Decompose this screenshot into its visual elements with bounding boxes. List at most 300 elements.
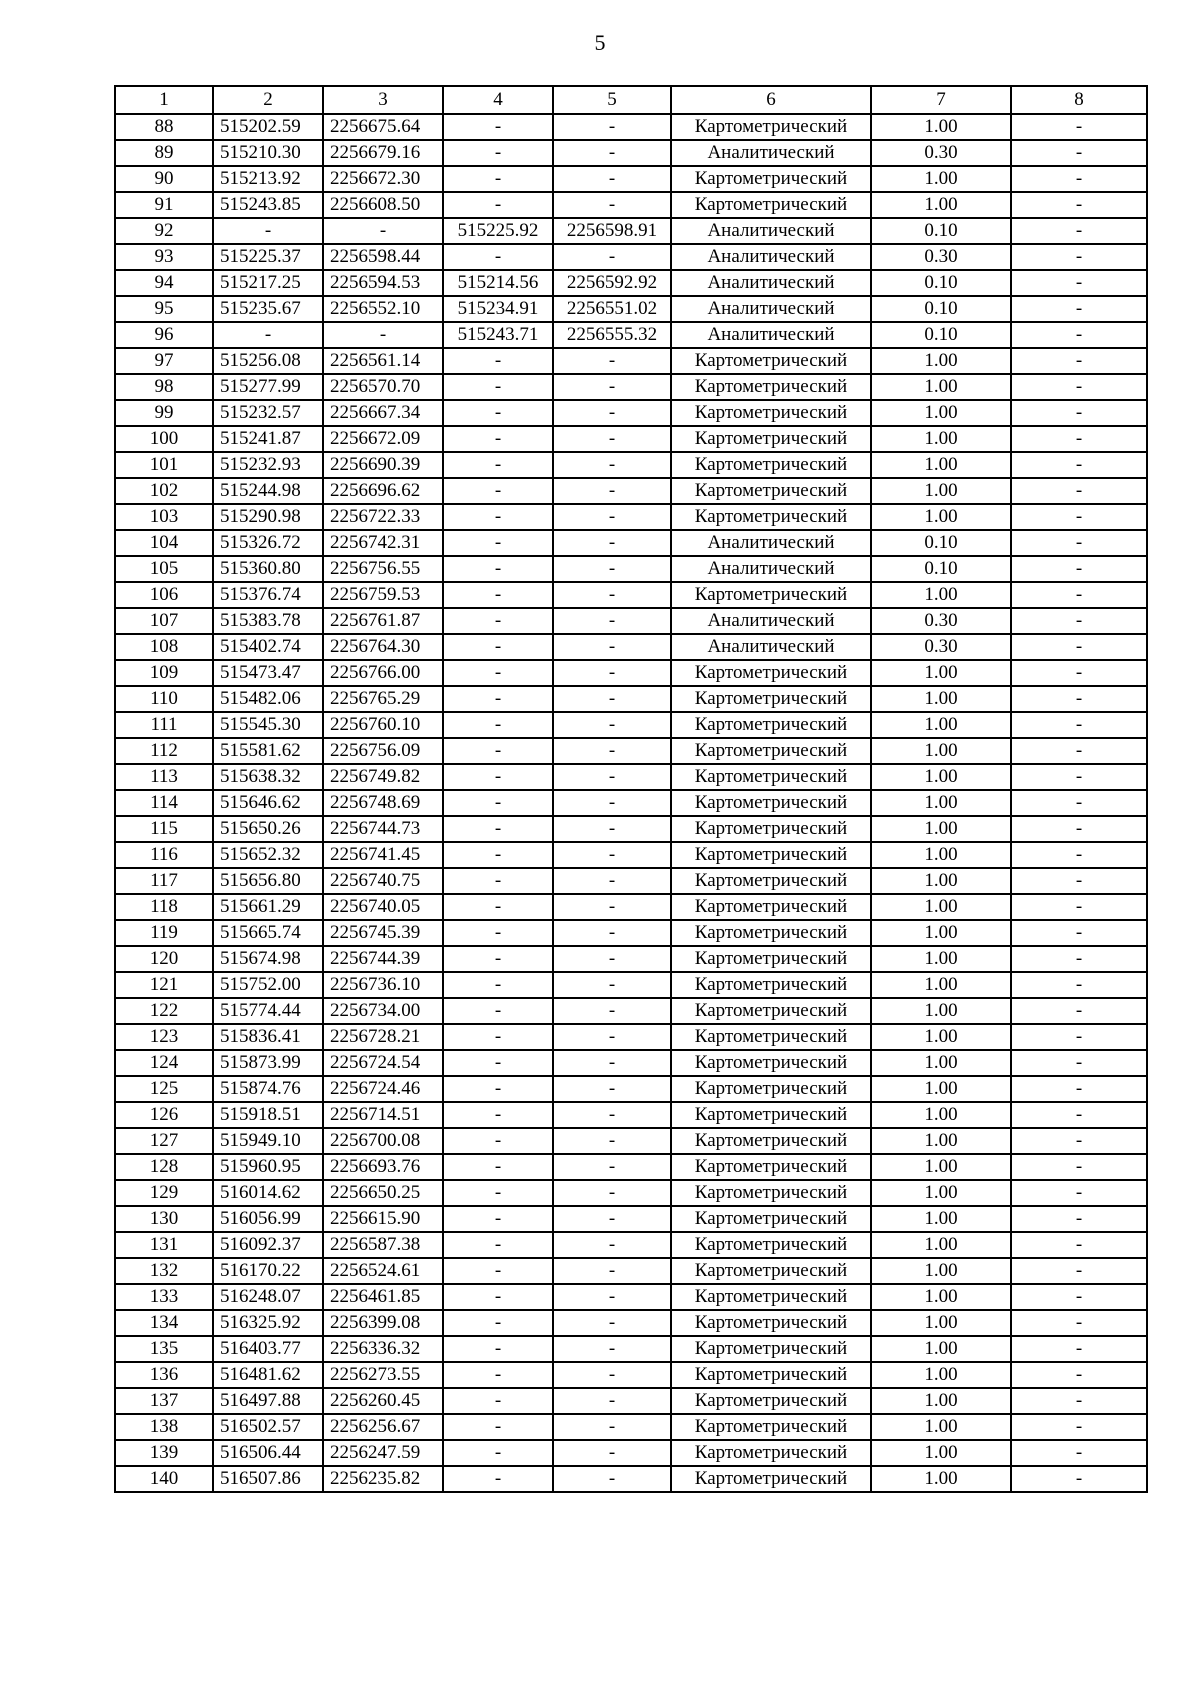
accuracy-cell: 1.00 — [871, 452, 1011, 478]
column-header: 7 — [871, 86, 1011, 114]
y-coordinate-cell: 2256740.05 — [323, 894, 443, 920]
table-row — [115, 764, 1147, 790]
note-cell: - — [1011, 1128, 1147, 1154]
note-cell: - — [1011, 1206, 1147, 1232]
y-coordinate-alt-cell: - — [553, 868, 671, 894]
x-coordinate-cell: 516506.44 — [213, 1440, 323, 1466]
y-coordinate-cell: 2256736.10 — [323, 972, 443, 998]
point-number-cell: 112 — [115, 738, 213, 764]
x-coordinate-alt-cell: - — [443, 686, 553, 712]
table-body — [115, 114, 1147, 1492]
x-coordinate-alt-cell: - — [443, 1180, 553, 1206]
method-cell: Картометрический — [671, 1180, 871, 1206]
note-cell: - — [1011, 1024, 1147, 1050]
x-coordinate-cell: 515661.29 — [213, 894, 323, 920]
y-coordinate-cell: 2256724.46 — [323, 1076, 443, 1102]
note-cell: - — [1011, 816, 1147, 842]
accuracy-cell: 1.00 — [871, 738, 1011, 764]
note-cell: - — [1011, 790, 1147, 816]
y-coordinate-alt-cell: - — [553, 1258, 671, 1284]
accuracy-cell: 1.00 — [871, 1206, 1011, 1232]
method-cell: Картометрический — [671, 1440, 871, 1466]
y-coordinate-alt-cell: - — [553, 1440, 671, 1466]
note-cell: - — [1011, 426, 1147, 452]
y-coordinate-alt-cell: - — [553, 1024, 671, 1050]
accuracy-cell: 1.00 — [871, 660, 1011, 686]
point-number-cell: 131 — [115, 1232, 213, 1258]
x-coordinate-alt-cell: 515225.92 — [443, 218, 553, 244]
y-coordinate-alt-cell: 2256598.91 — [553, 218, 671, 244]
x-coordinate-alt-cell: - — [443, 348, 553, 374]
point-number-cell: 105 — [115, 556, 213, 582]
x-coordinate-alt-cell: - — [443, 816, 553, 842]
point-number-cell: 113 — [115, 764, 213, 790]
method-cell: Картометрический — [671, 114, 871, 140]
note-cell: - — [1011, 972, 1147, 998]
x-coordinate-cell: 515873.99 — [213, 1050, 323, 1076]
table-row — [115, 972, 1147, 998]
y-coordinate-alt-cell: - — [553, 894, 671, 920]
method-cell: Картометрический — [671, 400, 871, 426]
y-coordinate-alt-cell: - — [553, 478, 671, 504]
note-cell: - — [1011, 1440, 1147, 1466]
note-cell: - — [1011, 1102, 1147, 1128]
y-coordinate-cell: 2256690.39 — [323, 452, 443, 478]
note-cell: - — [1011, 244, 1147, 270]
table-row — [115, 1310, 1147, 1336]
accuracy-cell: 1.00 — [871, 478, 1011, 504]
note-cell: - — [1011, 166, 1147, 192]
x-coordinate-alt-cell: - — [443, 192, 553, 218]
point-number-cell: 138 — [115, 1414, 213, 1440]
accuracy-cell: 1.00 — [871, 920, 1011, 946]
accuracy-cell: 1.00 — [871, 686, 1011, 712]
point-number-cell: 136 — [115, 1362, 213, 1388]
method-cell: Картометрический — [671, 998, 871, 1024]
point-number-cell: 130 — [115, 1206, 213, 1232]
accuracy-cell: 1.00 — [871, 1336, 1011, 1362]
table-row — [115, 530, 1147, 556]
note-cell: - — [1011, 348, 1147, 374]
note-cell: - — [1011, 868, 1147, 894]
y-coordinate-cell: 2256696.62 — [323, 478, 443, 504]
y-coordinate-cell: 2256744.73 — [323, 816, 443, 842]
x-coordinate-cell: 515243.85 — [213, 192, 323, 218]
x-coordinate-cell: 515376.74 — [213, 582, 323, 608]
x-coordinate-alt-cell: - — [443, 1310, 553, 1336]
note-cell: - — [1011, 192, 1147, 218]
accuracy-cell: 1.00 — [871, 894, 1011, 920]
note-cell: - — [1011, 634, 1147, 660]
method-cell: Картометрический — [671, 738, 871, 764]
method-cell: Картометрический — [671, 842, 871, 868]
note-cell: - — [1011, 1362, 1147, 1388]
table-row — [115, 842, 1147, 868]
point-number-cell: 91 — [115, 192, 213, 218]
y-coordinate-alt-cell: - — [553, 1154, 671, 1180]
method-cell: Картометрический — [671, 1232, 871, 1258]
point-number-cell: 116 — [115, 842, 213, 868]
table-row — [115, 1102, 1147, 1128]
x-coordinate-alt-cell: - — [443, 1414, 553, 1440]
method-cell: Аналитический — [671, 608, 871, 634]
table-row — [115, 322, 1147, 348]
x-coordinate-cell: 515235.67 — [213, 296, 323, 322]
method-cell: Картометрический — [671, 1362, 871, 1388]
method-cell: Картометрический — [671, 712, 871, 738]
x-coordinate-alt-cell: - — [443, 1388, 553, 1414]
y-coordinate-cell: 2256700.08 — [323, 1128, 443, 1154]
column-header: 6 — [671, 86, 871, 114]
method-cell: Картометрический — [671, 1154, 871, 1180]
note-cell: - — [1011, 1336, 1147, 1362]
accuracy-cell: 1.00 — [871, 504, 1011, 530]
x-coordinate-alt-cell: - — [443, 946, 553, 972]
y-coordinate-alt-cell: - — [553, 1102, 671, 1128]
x-coordinate-alt-cell: - — [443, 478, 553, 504]
y-coordinate-cell: 2256336.32 — [323, 1336, 443, 1362]
method-cell: Картометрический — [671, 374, 871, 400]
note-cell: - — [1011, 270, 1147, 296]
note-cell: - — [1011, 140, 1147, 166]
point-number-cell: 93 — [115, 244, 213, 270]
x-coordinate-alt-cell: - — [443, 114, 553, 140]
y-coordinate-cell: 2256587.38 — [323, 1232, 443, 1258]
y-coordinate-cell: - — [323, 322, 443, 348]
x-coordinate-alt-cell: - — [443, 1362, 553, 1388]
x-coordinate-cell: 515646.62 — [213, 790, 323, 816]
table-row — [115, 1076, 1147, 1102]
note-cell: - — [1011, 504, 1147, 530]
y-coordinate-cell: 2256570.70 — [323, 374, 443, 400]
y-coordinate-cell: 2256256.67 — [323, 1414, 443, 1440]
y-coordinate-alt-cell: - — [553, 582, 671, 608]
y-coordinate-cell: 2256766.00 — [323, 660, 443, 686]
note-cell: - — [1011, 1310, 1147, 1336]
y-coordinate-cell: 2256693.76 — [323, 1154, 443, 1180]
method-cell: Картометрический — [671, 1102, 871, 1128]
method-cell: Картометрический — [671, 920, 871, 946]
y-coordinate-cell: 2256734.00 — [323, 998, 443, 1024]
y-coordinate-alt-cell: - — [553, 192, 671, 218]
y-coordinate-alt-cell: - — [553, 1362, 671, 1388]
table-row — [115, 686, 1147, 712]
y-coordinate-alt-cell: - — [553, 1128, 671, 1154]
point-number-cell: 94 — [115, 270, 213, 296]
y-coordinate-alt-cell: - — [553, 764, 671, 790]
accuracy-cell: 0.10 — [871, 530, 1011, 556]
x-coordinate-alt-cell: - — [443, 452, 553, 478]
method-cell: Аналитический — [671, 556, 871, 582]
x-coordinate-cell: 515581.62 — [213, 738, 323, 764]
y-coordinate-alt-cell: - — [553, 1310, 671, 1336]
y-coordinate-alt-cell: - — [553, 504, 671, 530]
method-cell: Картометрический — [671, 192, 871, 218]
accuracy-cell: 1.00 — [871, 1050, 1011, 1076]
accuracy-cell: 1.00 — [871, 400, 1011, 426]
y-coordinate-cell: 2256524.61 — [323, 1258, 443, 1284]
accuracy-cell: 1.00 — [871, 1154, 1011, 1180]
accuracy-cell: 1.00 — [871, 114, 1011, 140]
y-coordinate-alt-cell: 2256592.92 — [553, 270, 671, 296]
note-cell: - — [1011, 946, 1147, 972]
y-coordinate-cell: 2256552.10 — [323, 296, 443, 322]
x-coordinate-alt-cell: - — [443, 712, 553, 738]
point-number-cell: 134 — [115, 1310, 213, 1336]
x-coordinate-cell: 515652.32 — [213, 842, 323, 868]
y-coordinate-cell: 2256679.16 — [323, 140, 443, 166]
x-coordinate-alt-cell: - — [443, 634, 553, 660]
table-row — [115, 1024, 1147, 1050]
point-number-cell: 133 — [115, 1284, 213, 1310]
point-number-cell: 90 — [115, 166, 213, 192]
y-coordinate-cell: 2256461.85 — [323, 1284, 443, 1310]
method-cell: Картометрический — [671, 582, 871, 608]
column-header: 8 — [1011, 86, 1147, 114]
accuracy-cell: 1.00 — [871, 790, 1011, 816]
table-row — [115, 166, 1147, 192]
point-number-cell: 95 — [115, 296, 213, 322]
y-coordinate-cell: 2256765.29 — [323, 686, 443, 712]
table-row — [115, 868, 1147, 894]
table-row — [115, 1154, 1147, 1180]
point-number-cell: 108 — [115, 634, 213, 660]
y-coordinate-alt-cell: - — [553, 998, 671, 1024]
method-cell: Аналитический — [671, 218, 871, 244]
method-cell: Картометрический — [671, 1206, 871, 1232]
y-coordinate-alt-cell: - — [553, 790, 671, 816]
x-coordinate-alt-cell: - — [443, 998, 553, 1024]
note-cell: - — [1011, 530, 1147, 556]
y-coordinate-alt-cell: - — [553, 1050, 671, 1076]
accuracy-cell: 0.10 — [871, 322, 1011, 348]
y-coordinate-alt-cell: - — [553, 1336, 671, 1362]
x-coordinate-cell: 515752.00 — [213, 972, 323, 998]
note-cell: - — [1011, 1466, 1147, 1492]
y-coordinate-cell: 2256742.31 — [323, 530, 443, 556]
y-coordinate-cell: 2256594.53 — [323, 270, 443, 296]
method-cell: Картометрический — [671, 894, 871, 920]
x-coordinate-alt-cell: - — [443, 1466, 553, 1492]
y-coordinate-cell: 2256273.55 — [323, 1362, 443, 1388]
method-cell: Аналитический — [671, 270, 871, 296]
x-coordinate-alt-cell: - — [443, 868, 553, 894]
x-coordinate-alt-cell: - — [443, 166, 553, 192]
table-row — [115, 790, 1147, 816]
note-cell: - — [1011, 114, 1147, 140]
y-coordinate-alt-cell: - — [553, 1180, 671, 1206]
y-coordinate-cell: - — [323, 218, 443, 244]
point-number-cell: 97 — [115, 348, 213, 374]
accuracy-cell: 1.00 — [871, 1414, 1011, 1440]
x-coordinate-cell: 515656.80 — [213, 868, 323, 894]
x-coordinate-cell: 515232.93 — [213, 452, 323, 478]
x-coordinate-cell: 516481.62 — [213, 1362, 323, 1388]
point-number-cell: 118 — [115, 894, 213, 920]
x-coordinate-cell: 515277.99 — [213, 374, 323, 400]
note-cell: - — [1011, 452, 1147, 478]
table-row — [115, 270, 1147, 296]
note-cell: - — [1011, 322, 1147, 348]
accuracy-cell: 1.00 — [871, 1076, 1011, 1102]
method-cell: Картометрический — [671, 764, 871, 790]
accuracy-cell: 1.00 — [871, 972, 1011, 998]
accuracy-cell: 1.00 — [871, 1362, 1011, 1388]
y-coordinate-cell: 2256740.75 — [323, 868, 443, 894]
x-coordinate-alt-cell: 515214.56 — [443, 270, 553, 296]
y-coordinate-cell: 2256722.33 — [323, 504, 443, 530]
x-coordinate-alt-cell: 515234.91 — [443, 296, 553, 322]
note-cell: - — [1011, 738, 1147, 764]
accuracy-cell: 1.00 — [871, 1102, 1011, 1128]
table-row — [115, 478, 1147, 504]
table-row — [115, 1206, 1147, 1232]
x-coordinate-cell: 515665.74 — [213, 920, 323, 946]
x-coordinate-cell: 515874.76 — [213, 1076, 323, 1102]
page-number: 5 — [594, 30, 606, 55]
y-coordinate-cell: 2256675.64 — [323, 114, 443, 140]
point-number-cell: 128 — [115, 1154, 213, 1180]
table-row — [115, 504, 1147, 530]
table-row — [115, 374, 1147, 400]
x-coordinate-cell: 515674.98 — [213, 946, 323, 972]
table-row — [115, 920, 1147, 946]
x-coordinate-alt-cell: - — [443, 1102, 553, 1128]
y-coordinate-alt-cell: - — [553, 1206, 671, 1232]
x-coordinate-alt-cell: - — [443, 530, 553, 556]
x-coordinate-cell: 515241.87 — [213, 426, 323, 452]
table-row — [115, 192, 1147, 218]
note-cell: - — [1011, 1258, 1147, 1284]
y-coordinate-cell: 2256756.55 — [323, 556, 443, 582]
column-header: 3 — [323, 86, 443, 114]
method-cell: Картометрический — [671, 1336, 871, 1362]
accuracy-cell: 1.00 — [871, 1466, 1011, 1492]
point-number-cell: 101 — [115, 452, 213, 478]
table-row — [115, 712, 1147, 738]
note-cell: - — [1011, 478, 1147, 504]
table-row — [115, 1232, 1147, 1258]
x-coordinate-cell: 515225.37 — [213, 244, 323, 270]
note-cell: - — [1011, 1154, 1147, 1180]
y-coordinate-alt-cell: - — [553, 738, 671, 764]
x-coordinate-cell: 515232.57 — [213, 400, 323, 426]
x-coordinate-alt-cell: - — [443, 738, 553, 764]
column-header: 1 — [115, 86, 213, 114]
point-number-cell: 139 — [115, 1440, 213, 1466]
x-coordinate-alt-cell: - — [443, 972, 553, 998]
x-coordinate-cell: 515217.25 — [213, 270, 323, 296]
point-number-cell: 104 — [115, 530, 213, 556]
accuracy-cell: 1.00 — [871, 348, 1011, 374]
point-number-cell: 89 — [115, 140, 213, 166]
y-coordinate-alt-cell: 2256555.32 — [553, 322, 671, 348]
method-cell: Картометрический — [671, 1050, 871, 1076]
y-coordinate-alt-cell: - — [553, 400, 671, 426]
accuracy-cell: 1.00 — [871, 166, 1011, 192]
point-number-cell: 98 — [115, 374, 213, 400]
accuracy-cell: 1.00 — [871, 946, 1011, 972]
y-coordinate-cell: 2256756.09 — [323, 738, 443, 764]
point-number-cell: 126 — [115, 1102, 213, 1128]
note-cell: - — [1011, 660, 1147, 686]
x-coordinate-alt-cell: - — [443, 374, 553, 400]
y-coordinate-alt-cell: - — [553, 608, 671, 634]
table-row — [115, 556, 1147, 582]
table-row — [115, 660, 1147, 686]
accuracy-cell: 1.00 — [871, 998, 1011, 1024]
y-coordinate-alt-cell: - — [553, 1388, 671, 1414]
x-coordinate-cell: 515949.10 — [213, 1128, 323, 1154]
accuracy-cell: 1.00 — [871, 374, 1011, 400]
accuracy-cell: 1.00 — [871, 192, 1011, 218]
point-number-cell: 99 — [115, 400, 213, 426]
y-coordinate-alt-cell: - — [553, 1284, 671, 1310]
y-coordinate-alt-cell: - — [553, 1232, 671, 1258]
y-coordinate-alt-cell: - — [553, 842, 671, 868]
x-coordinate-cell: 515360.80 — [213, 556, 323, 582]
table-row — [115, 348, 1147, 374]
x-coordinate-cell: 516170.22 — [213, 1258, 323, 1284]
note-cell: - — [1011, 1284, 1147, 1310]
accuracy-cell: 0.30 — [871, 244, 1011, 270]
table-row — [115, 400, 1147, 426]
y-coordinate-cell: 2256759.53 — [323, 582, 443, 608]
x-coordinate-alt-cell: - — [443, 504, 553, 530]
column-header: 5 — [553, 86, 671, 114]
point-number-cell: 88 — [115, 114, 213, 140]
method-cell: Аналитический — [671, 322, 871, 348]
x-coordinate-alt-cell: - — [443, 894, 553, 920]
y-coordinate-cell: 2256672.30 — [323, 166, 443, 192]
y-coordinate-cell: 2256741.45 — [323, 842, 443, 868]
method-cell: Картометрический — [671, 868, 871, 894]
accuracy-cell: 1.00 — [871, 1310, 1011, 1336]
accuracy-cell: 1.00 — [871, 712, 1011, 738]
table-row — [115, 1414, 1147, 1440]
x-coordinate-alt-cell: - — [443, 842, 553, 868]
method-cell: Картометрический — [671, 166, 871, 192]
point-number-cell: 122 — [115, 998, 213, 1024]
accuracy-cell: 0.10 — [871, 556, 1011, 582]
x-coordinate-alt-cell: - — [443, 1076, 553, 1102]
accuracy-cell: 1.00 — [871, 1284, 1011, 1310]
y-coordinate-cell: 2256650.25 — [323, 1180, 443, 1206]
accuracy-cell: 1.00 — [871, 764, 1011, 790]
y-coordinate-cell: 2256260.45 — [323, 1388, 443, 1414]
x-coordinate-cell: 516325.92 — [213, 1310, 323, 1336]
x-coordinate-cell: 515213.92 — [213, 166, 323, 192]
y-coordinate-alt-cell: - — [553, 244, 671, 270]
table-row — [115, 218, 1147, 244]
x-coordinate-alt-cell: - — [443, 764, 553, 790]
accuracy-cell: 0.10 — [871, 270, 1011, 296]
method-cell: Картометрический — [671, 816, 871, 842]
y-coordinate-cell: 2256724.54 — [323, 1050, 443, 1076]
point-number-cell: 102 — [115, 478, 213, 504]
x-coordinate-cell: 515383.78 — [213, 608, 323, 634]
x-coordinate-cell: 515290.98 — [213, 504, 323, 530]
table-row — [115, 140, 1147, 166]
method-cell: Картометрический — [671, 1076, 871, 1102]
method-cell: Аналитический — [671, 244, 871, 270]
accuracy-cell: 0.30 — [871, 608, 1011, 634]
accuracy-cell: 1.00 — [871, 1232, 1011, 1258]
method-cell: Картометрический — [671, 504, 871, 530]
note-cell: - — [1011, 582, 1147, 608]
note-cell: - — [1011, 608, 1147, 634]
x-coordinate-cell: 515210.30 — [213, 140, 323, 166]
